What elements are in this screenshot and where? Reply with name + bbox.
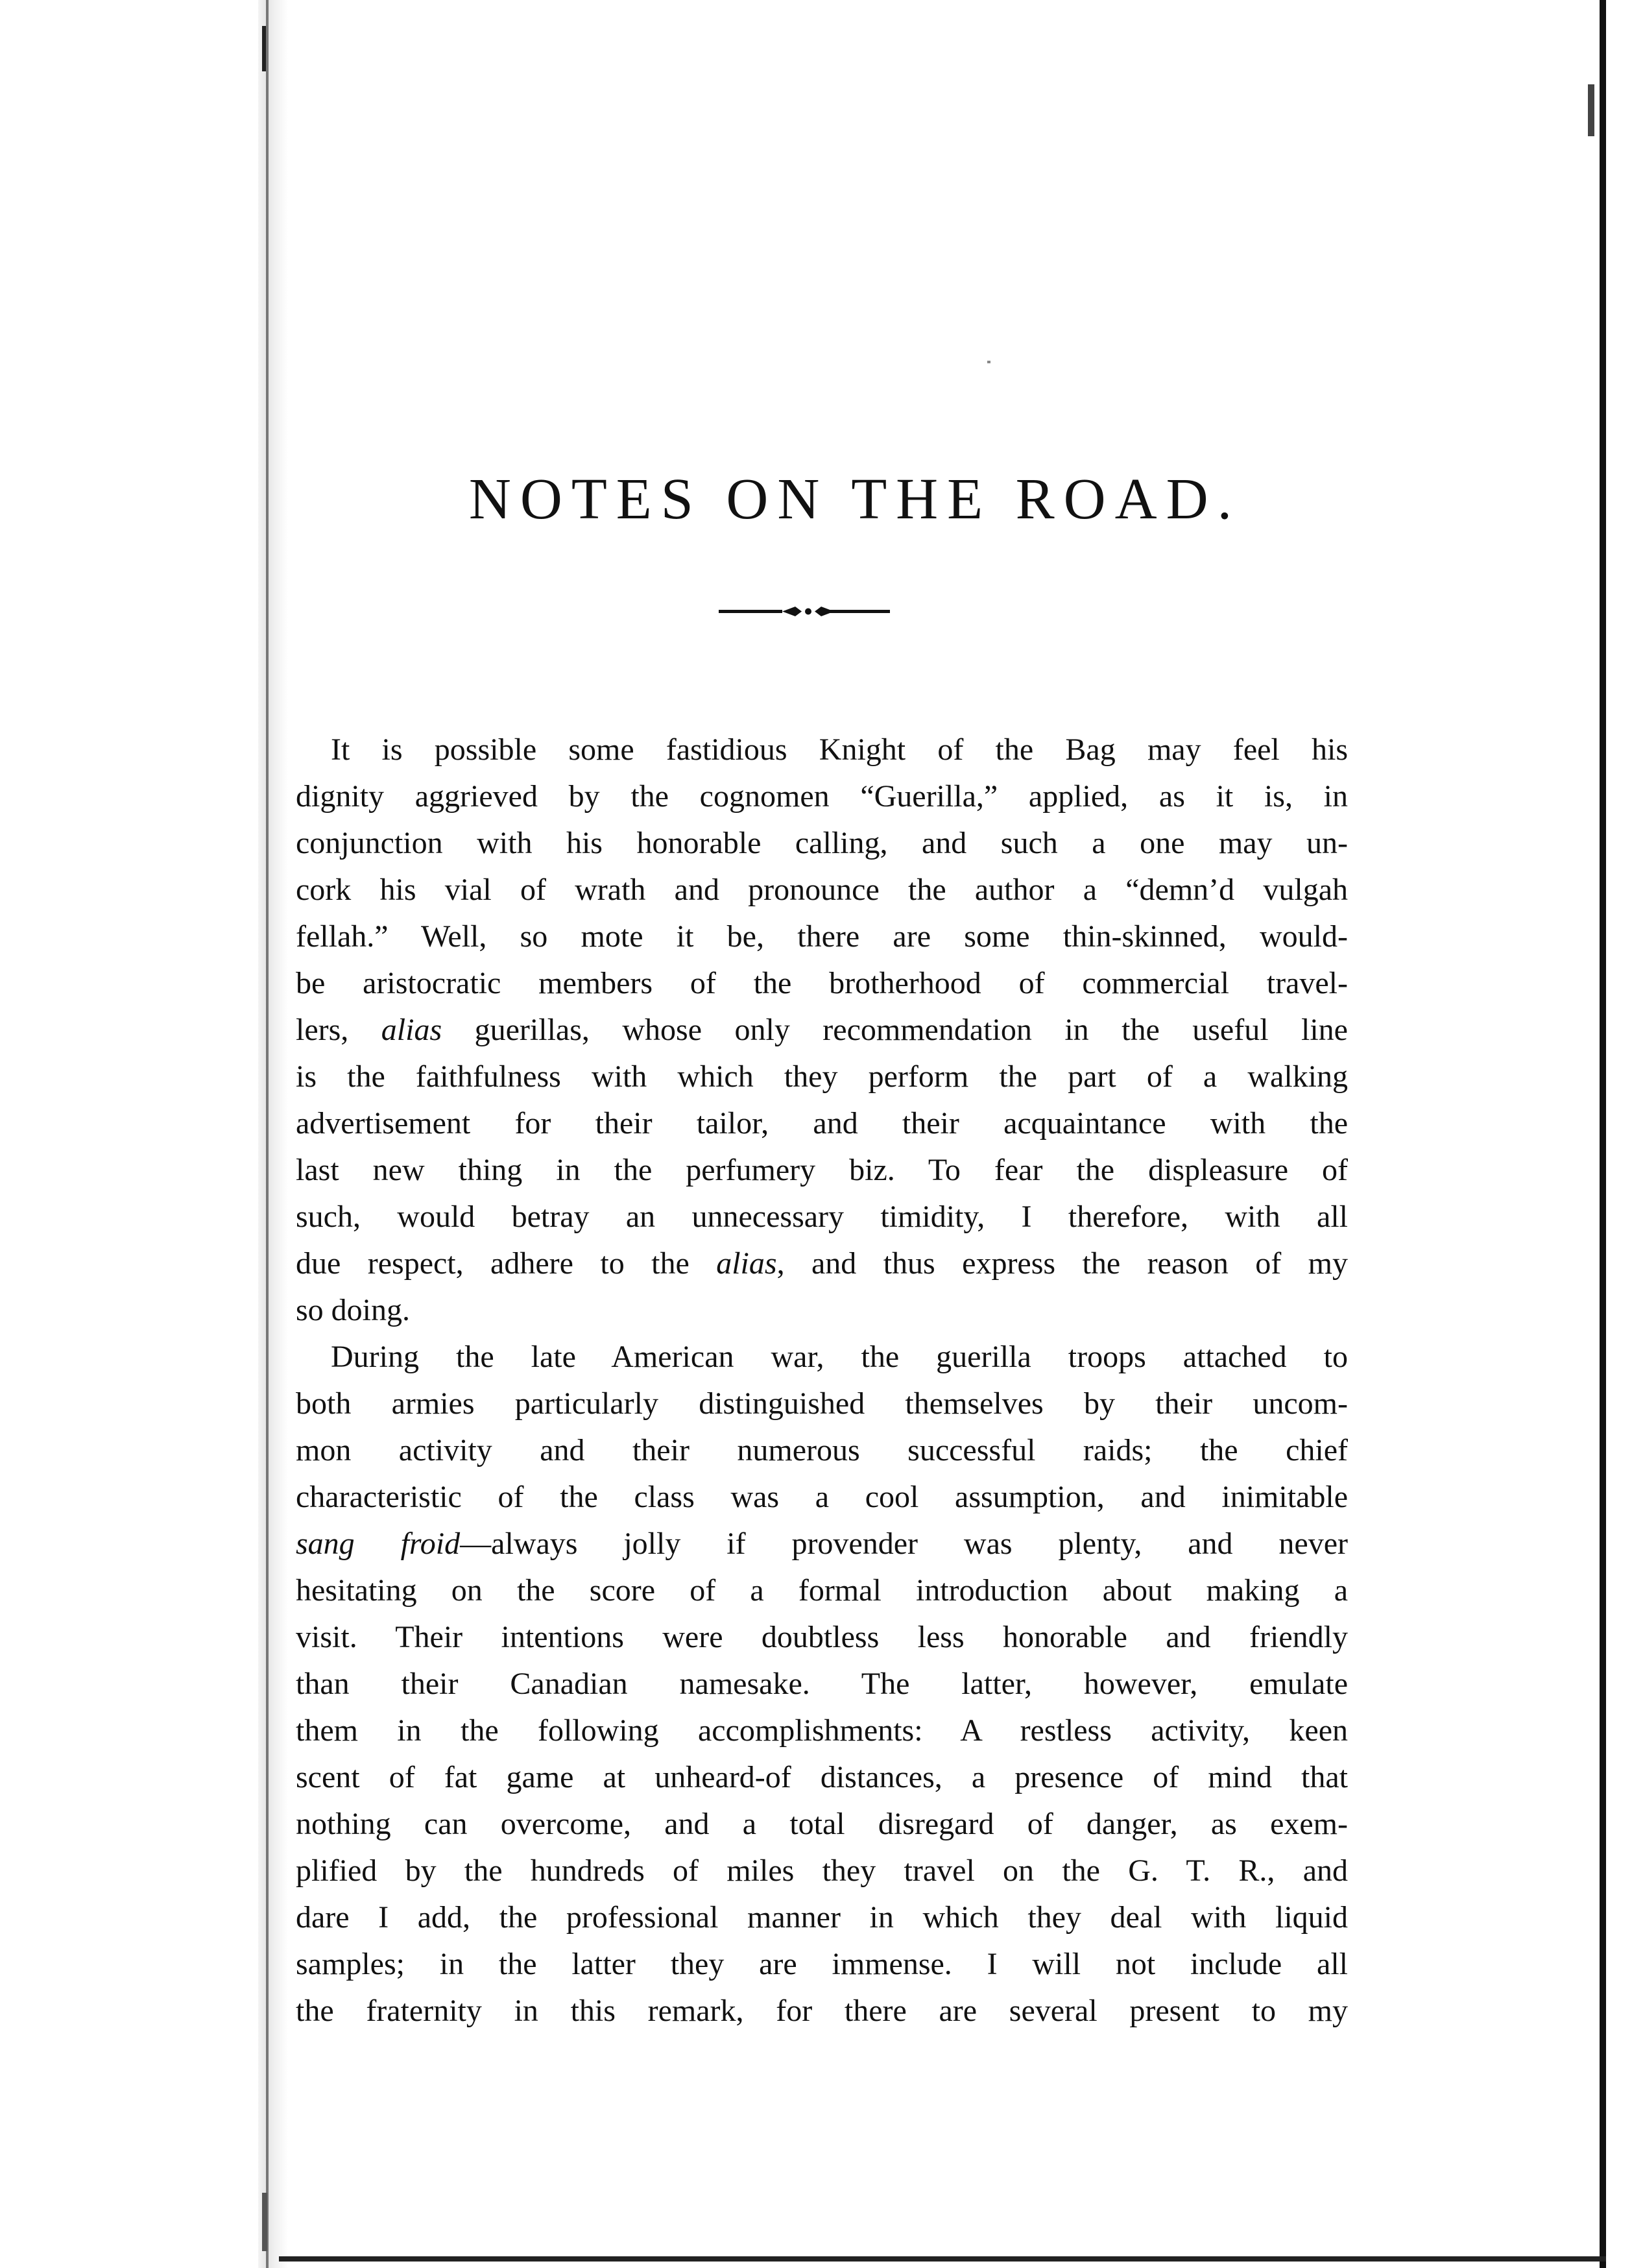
- page-title: NOTES ON THE ROAD.: [468, 467, 1242, 531]
- paragraph-1-line-8: is the faithfulness with which they perform the part of a walking: [296, 1059, 1348, 1094]
- paragraph-1-line-10: last new thing in the perfumery biz. To fear the displeasure of: [296, 1153, 1348, 1187]
- paragraph-2-line-12: plified by the hundreds of miles they travel on the G. T. R., and: [296, 1853, 1348, 1888]
- binding-gutter: [258, 0, 288, 2268]
- paragraph-1-line-7: [296, 1007, 1348, 1054]
- paragraph-2-line-8: than their Canadian namesake. The latter, however, emulate: [296, 1667, 1348, 1701]
- paragraph-2-line-14: samples; in the latter they are immense. I will not include all: [296, 1947, 1348, 1981]
- paragraph-2-line-7: visit. Their intentions were doubtless less honorable and friendly: [296, 1620, 1348, 1654]
- paragraph-2-line-2: both armies particularly distinguished themselves by their uncom-: [296, 1386, 1348, 1421]
- paper-speck: [987, 361, 990, 363]
- binding-mark-bottom: [262, 2193, 267, 2251]
- paragraph-2-line-5: [296, 1521, 1348, 1567]
- paragraph-2-line-11: nothing can overcome, and a total disregard of danger, as exem-: [296, 1807, 1348, 1841]
- paragraph-2-line-4: characteristic of the class was a cool assumption, and inimitable: [296, 1480, 1348, 1514]
- italic-term: alias: [716, 1246, 777, 1281]
- paragraph-1-line-1: It is possible some fastidious Knight of the Bag may feel his: [331, 732, 1348, 767]
- body-text: [296, 727, 1348, 2034]
- page-edge-mark: [1588, 84, 1594, 136]
- page-edge-right: [1600, 0, 1606, 2268]
- line-text: lers,: [296, 1013, 381, 1047]
- paragraph-2-line-3: mon activity and their numerous successful raids; the chief: [296, 1433, 1348, 1467]
- line-text: guerillas, whose only recommendation in the useful line: [442, 1013, 1348, 1047]
- paragraph-2-line-15: the fraternity in this remark, for there are several present to my: [296, 1994, 1348, 2028]
- paragraph-1-line-3: conjunction with his honorable calling, and such a one may un-: [296, 826, 1348, 860]
- paragraph-1-line-4: cork his vial of wrath and pronounce the author a “demn’d vulgah: [296, 873, 1348, 907]
- paragraph-1-line-5: fellah.” Well, so mote it be, there are some thin-skinned, would-: [296, 919, 1348, 954]
- line-text: —always jolly if provender was plenty, and never: [460, 1526, 1349, 1561]
- paragraph-1-line-11: such, would betray an unnecessary timidity, I therefore, with all: [296, 1200, 1348, 1234]
- paragraph-1-line-12: [296, 1240, 1348, 1287]
- paragraph-1-line-2: dignity aggrieved by the cognomen “Guerilla,” applied, as it is, in: [296, 779, 1348, 814]
- binding-line: [266, 0, 269, 2268]
- paragraph-2-line-1: During the late American war, the guerilla troops attached to: [331, 1340, 1348, 1374]
- italic-term: alias: [381, 1013, 442, 1047]
- paragraph-1-line-6: be aristocratic members of the brotherhood of commercial travel-: [296, 966, 1348, 1000]
- paragraph-1-line-9: advertisement for their tailor, and their acquaintance with the: [296, 1106, 1348, 1140]
- line-text: due respect, adhere to the: [296, 1246, 717, 1281]
- paragraph-2-line-13: dare I add, the professional manner in which they deal with liquid: [296, 1900, 1348, 1935]
- binding-mark-top: [262, 26, 266, 71]
- line-text: , and thus express the reason of my: [776, 1246, 1349, 1281]
- italic-term: sang froid: [296, 1526, 461, 1561]
- page-edge-bottom: [279, 2256, 1606, 2262]
- paragraph-2-line-9: them in the following accomplishments: A restless activity, keen: [296, 1713, 1348, 1748]
- title-ornament: [719, 602, 890, 620]
- paragraph-2-line-6: hesitating on the score of a formal introduction about making a: [296, 1573, 1348, 1608]
- paragraph-1-line-13: so doing.: [296, 1293, 411, 1327]
- paragraph-2-line-10: scent of fat game at unheard-of distances, a presence of mind that: [296, 1760, 1348, 1794]
